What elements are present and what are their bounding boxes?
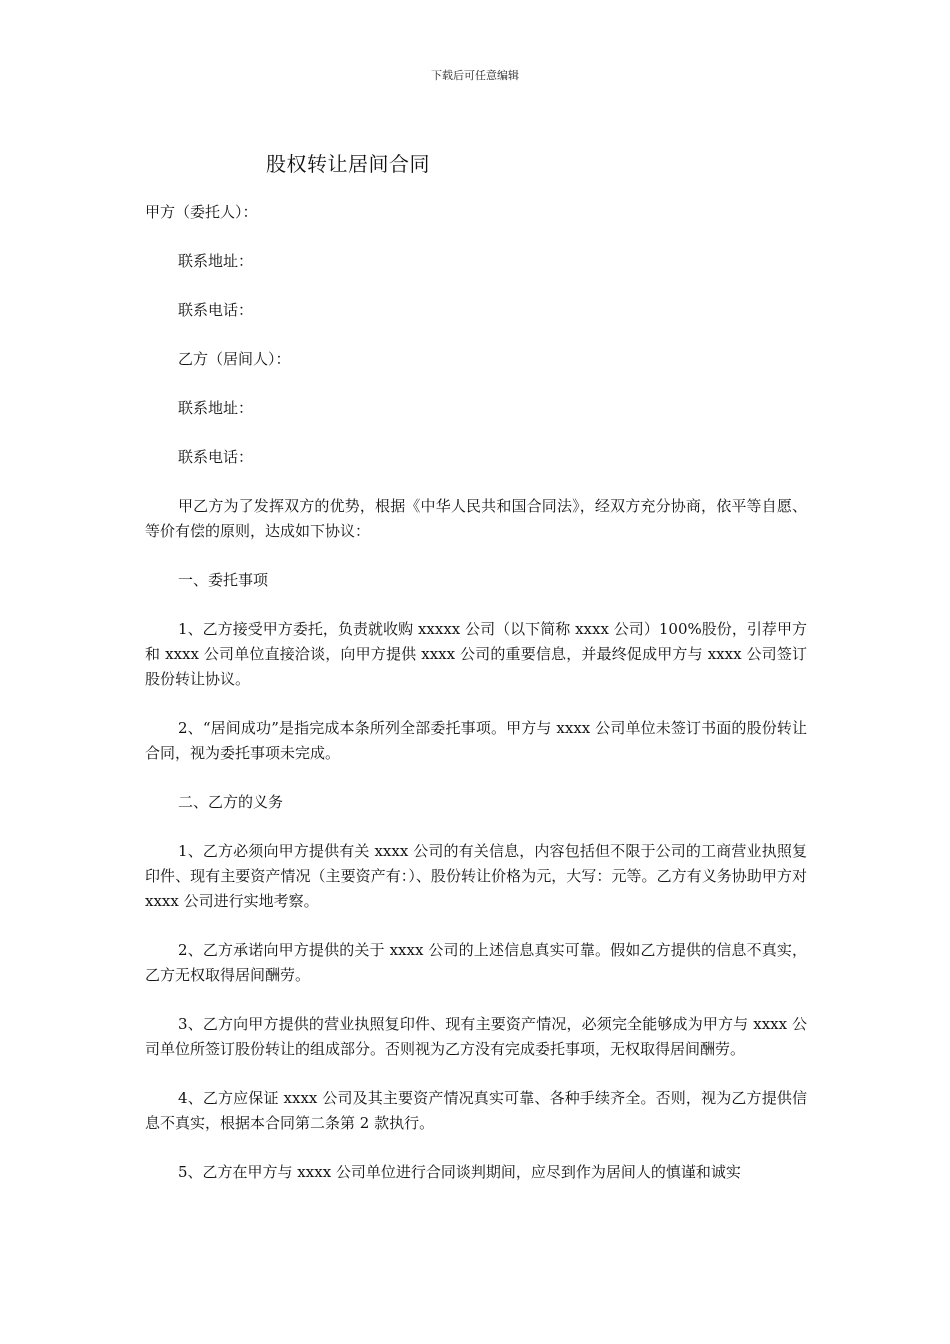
party-b-label: 乙方（居间人）： [178, 350, 291, 368]
section-1-heading: 一、委托事项 [178, 571, 269, 589]
party-b-address: 联系地址： [178, 399, 254, 417]
party-a-phone: 联系电话： [178, 301, 254, 319]
section-2-item-4: 4、乙方应保证 xxxx 公司及其主要资产情况真实可靠、各种手续齐全。否则，视为乙方提供信息不真实，根据本合同第二条第 2 款执行。 [145, 1089, 807, 1132]
header-note: 下载后可任意编辑 [431, 69, 519, 82]
document-body [145, 200, 807, 1209]
party-a-label: 甲方（委托人）： [145, 203, 258, 221]
section-2-item-5: 5、乙方在甲方与 xxxx 公司单位进行合同谈判期间，应尽到作为居间人的慎谨和诚实 [178, 1163, 741, 1181]
section-2-item-1: 1、乙方必须向甲方提供有关 xxxx 公司的有关信息，内容包括但不限于公司的工商营业执照复印件、现有主要资产情况（主要资产有：）、股份转让价格为元，大写：元等。乙方有义务协助甲方对 xxxx 公司进行实地考察。 [145, 842, 807, 910]
section-2-item-3: 3、乙方向甲方提供的营业执照复印件、现有主要资产情况，必须完全能够成为甲方与 xxxx 公司单位所签订股份转让的组成部分。否则视为乙方没有完成委托事项，无权取得居间酬劳。 [145, 1015, 807, 1058]
preamble-paragraph: 甲乙方为了发挥双方的优势，根据《中华人民共和国合同法》，经双方充分协商，依平等自愿、等价有偿的原则，达成如下协议： [145, 497, 807, 540]
party-b-phone: 联系电话： [178, 448, 254, 466]
party-a-address: 联系地址： [178, 252, 254, 270]
section-2-item-2: 2、乙方承诺向甲方提供的关于 xxxx 公司的上述信息真实可靠。假如乙方提供的信息不真实，乙方无权取得居间酬劳。 [145, 941, 807, 984]
section-2-heading: 二、乙方的义务 [178, 793, 284, 811]
document-title: 股权转让居间合同 [266, 152, 430, 176]
section-1-item-2: 2、“居间成功”是指完成本条所列全部委托事项。甲方与 xxxx 公司单位未签订书面的股份转让合同，视为委托事项未完成。 [145, 719, 807, 762]
section-1-item-1: 1、乙方接受甲方委托，负责就收购 xxxxx 公司（以下简称 xxxx 公司）100%股份，引荐甲方和 xxxx 公司单位直接洽谈，向甲方提供 xxxx 公司的重要信息，并最终促成甲方与 xxxx 公司签订股份转让协议。 [145, 620, 807, 688]
